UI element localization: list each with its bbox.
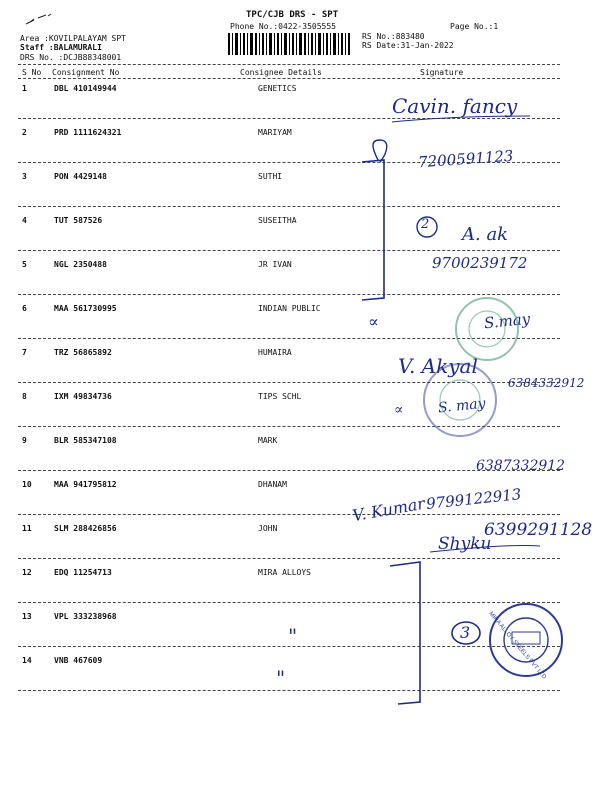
signature-row10: V. Kumar [350, 493, 427, 526]
row-sno: 6 [22, 304, 27, 313]
company-seal-stamp [486, 600, 566, 680]
signature-row1: Cavin. fancy [392, 94, 518, 118]
row-consignment: IXM 49834736 [54, 392, 112, 401]
column-sno: S No [22, 68, 42, 77]
ditto-mark-row13: " [288, 624, 298, 648]
rs-date: RS Date:31-Jan-2022 [362, 41, 454, 50]
row-sno: 4 [22, 216, 27, 225]
signature-row7: V. Akyal [398, 354, 478, 378]
row-sno: 10 [22, 480, 32, 489]
row-consignee: GENETICS [258, 84, 297, 93]
staff-label: Staff :BALAMURALI [20, 43, 102, 52]
column-consignee: Consignee Details [240, 68, 322, 77]
drs-number: DRS No. :DCJB88348001 [20, 53, 122, 62]
signature-row4: A. ak [462, 224, 509, 245]
phone-number: Phone No.:0422-3505555 [230, 22, 336, 31]
column-signature: Signature [420, 68, 464, 77]
row-sno: 7 [22, 348, 27, 357]
row-consignee: MARIYAM [258, 128, 292, 137]
row-consignment: SLM 288426856 [54, 524, 117, 533]
row-consignee: DHANAM [258, 480, 287, 489]
row-consignee: TIPS SCHL [258, 392, 302, 401]
row-sno: 12 [22, 568, 32, 577]
area-label: Area :KOVILPALAYAM SPT [20, 34, 126, 43]
faded-round-stamp-blue [420, 360, 500, 440]
row-consignment: BLR 585347108 [54, 436, 117, 445]
alpha-mark-row8: ∝ [394, 402, 404, 418]
row-consignee: JR IVAN [258, 260, 292, 269]
row-consignment: DBL 410149944 [54, 84, 117, 93]
row-consignment: VNB 467609 [54, 656, 103, 665]
document-title: TPC/CJB DRS - SPT [246, 10, 339, 20]
row-consignee: INDIAN PUBLIC [258, 304, 321, 313]
row-consignment: NGL 2350488 [54, 260, 107, 269]
row-sno: 1 [22, 84, 27, 93]
rs-number: RS No.:883480 [362, 32, 425, 41]
row-consignment: MAA 561730995 [54, 304, 117, 313]
circle-two-text: 2 [421, 217, 430, 232]
row-sno: 3 [22, 172, 27, 181]
signature-row6: S.may [483, 309, 531, 333]
row-consignee: SUSEITHA [258, 216, 297, 225]
row-consignee: SUTHI [258, 172, 283, 181]
alpha-mark-row6: ∝ [368, 312, 379, 331]
row-sno: 14 [22, 656, 32, 665]
row-consignment: TRZ 56865892 [54, 348, 112, 357]
faded-round-stamp-green [452, 294, 522, 364]
phone-row7: 6384332912 [508, 376, 585, 390]
row-consignment: VPL 333238968 [54, 612, 117, 621]
row-consignee: HUMAIRA [258, 348, 292, 357]
row-sno: 8 [22, 392, 27, 401]
row-consignee: JOHN [258, 524, 278, 533]
ditto-mark-row14: " [276, 666, 286, 690]
row-sno: 13 [22, 612, 32, 621]
row-consignment: TUT 587526 [54, 216, 103, 225]
signature-row11: Shyku [438, 534, 492, 554]
phone-row10: 9799122913 [425, 485, 523, 513]
company-seal-text: MIRA ALLOY STEELS PVT LTD [487, 610, 548, 681]
row-consignment: PRD 1111624321 [54, 128, 122, 137]
signature-row8: S. may [437, 395, 487, 417]
phone-row9: 6387332912 [476, 458, 566, 474]
row-consignee: MIRA ALLOYS [258, 568, 311, 577]
row-sno: 11 [22, 524, 32, 533]
page-number: Page No.:1 [450, 22, 499, 31]
row-consignment: EDQ 11254713 [54, 568, 112, 577]
row-consignment: MAA 941795812 [54, 480, 117, 489]
row-consignee: MARK [258, 436, 278, 445]
circle-three-text: 3 [460, 623, 471, 642]
phone-row2: 7200591123 [417, 146, 514, 172]
row-sno: 9 [22, 436, 27, 445]
phone-row11: 6399291128 [484, 520, 593, 540]
row-sno: 5 [22, 260, 27, 269]
column-consignment: Consignment No [52, 68, 120, 77]
row-sno: 2 [22, 128, 27, 137]
row-consignment: PON 4429148 [54, 172, 107, 181]
phone-row5: 9700239172 [432, 254, 528, 272]
